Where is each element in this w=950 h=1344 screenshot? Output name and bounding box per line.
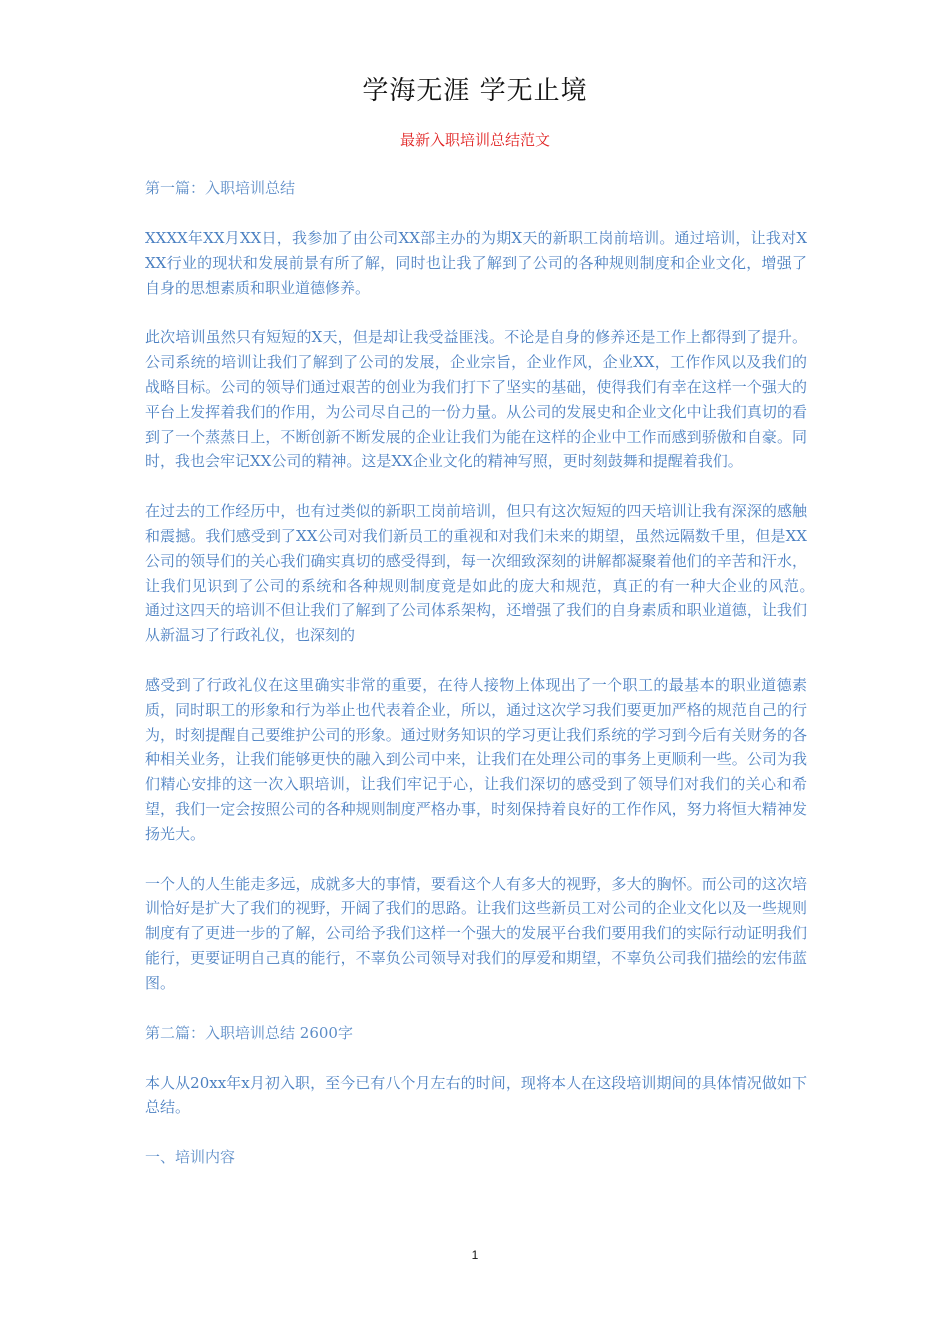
header-title: 学海无涯 学无止境 xyxy=(362,76,588,106)
document-body xyxy=(145,176,838,1195)
paragraph-2: 此次培训虽然只有短短的X天，但是却让我受益匪浅。不论是自身的修养还是工作上都得到了提升。公司系统的培训让我们了解到了公司的发展，企业宗旨，企业作风，企业XX，工作作风以及我们的战略目标。公司的领导们通过艰苦的创业为我们打下了坚实的基础，使得我们有幸在这样一个强大的平台上发挥着我们的作用，为公司尽自己的一份力量。从公司的发展史和企业文化中让我们真切的看到了一个蒸蒸日上，不断创新不断发展的企业让我们为能在这样的企业中工作而感到骄傲和自豪。同时，我也会牢记XX公司的精神。这是XX企业文化的精神写照，更时刻鼓舞和提醒着我们。 xyxy=(145,328,807,471)
page-number: 1 xyxy=(471,1248,479,1262)
paragraph-4: 感受到了行政礼仪在这里确实非常的重要，在待人接物上体现出了一个职工的最基本的职业道德素质，同时职工的形象和行为举止也代表着企业，所以，通过这次学习我们要更加严格的规范自己的行为，时刻提醒自己要维护公司的形象。通过财务知识的学习更让我们系统的学习到今后有关财务的各种相关业务，让我们能够更快的融入到公司中来，让我们在处理公司的事务上更顺利一些。公司为我们精心安排的这一次入职培训，让我们牢记于心，让我们深切的感受到了领导们对我们的关心和希望，我们一定会按照公司的各种规则制度严格办事，时刻保持着良好的工作作风，努力将恒大精神发扬光大。 xyxy=(145,675,807,843)
paragraph-6: 本人从20xx年x月初入职，至今已有八个月左右的时间，现将本人在这段培训期间的具体情况做如下总结。 xyxy=(145,1073,807,1117)
paragraph-5: 一个人的人生能走多远，成就多大的事情，要看这个人有多大的视野，多大的胸怀。而公司的这次培训恰好是扩大了我们的视野，开阔了我们的思路。让我们这些新员工对公司的企业文化以及一些规则制度有了更进一步的了解，公司给予我们这样一个强大的发展平台我们要用我们的实际行动证明我们能行，更要证明自己真的能行，不辜负公司领导对我们的厚爱和期望，不辜负公司我们描绘的宏伟蓝图。 xyxy=(145,874,807,992)
document-subtitle: 最新入职培训总结范文 xyxy=(399,131,550,149)
section-heading-2: 第二篇：入职培训总结 2600字 xyxy=(145,1023,353,1042)
paragraph-3: 在过去的工作经历中，也有过类似的新职工岗前培训，但只有这次短短的四天培训让我有深深的感触和震撼。我们感受到了XX公司对我们新员工的重视和对我们未来的期望，虽然远隔数千里，但是XX公司的领导们的关心我们确实真切的感受得到，每一次细致深刻的讲解都凝聚着他们的辛苦和汗水，让我们见识到了公司的系统和各种规则制度竟是如此的庞大和规范，真正的有一种大企业的风范。 通过这四天的培训不但让我们了解到了公司体系架构，还增强了我们的自身素质和职业道德，让我们从新温习了行政礼仪，也深刻的 xyxy=(145,502,838,645)
paragraph-1: XXXX年XX月XX日，我参加了由公司XX部主办的为期X天的新职工岗前培训。通过培训，让我对XXX行业的现状和发展前景有所了解，同时也让我了解到了公司的各种规则制度和企业文化，增强了自身的思想素质和职业道德修养。 xyxy=(145,229,807,297)
section-heading-1: 第一篇：入职培训总结 xyxy=(145,179,296,197)
section-heading-3: 一、培训内容 xyxy=(145,1148,236,1167)
